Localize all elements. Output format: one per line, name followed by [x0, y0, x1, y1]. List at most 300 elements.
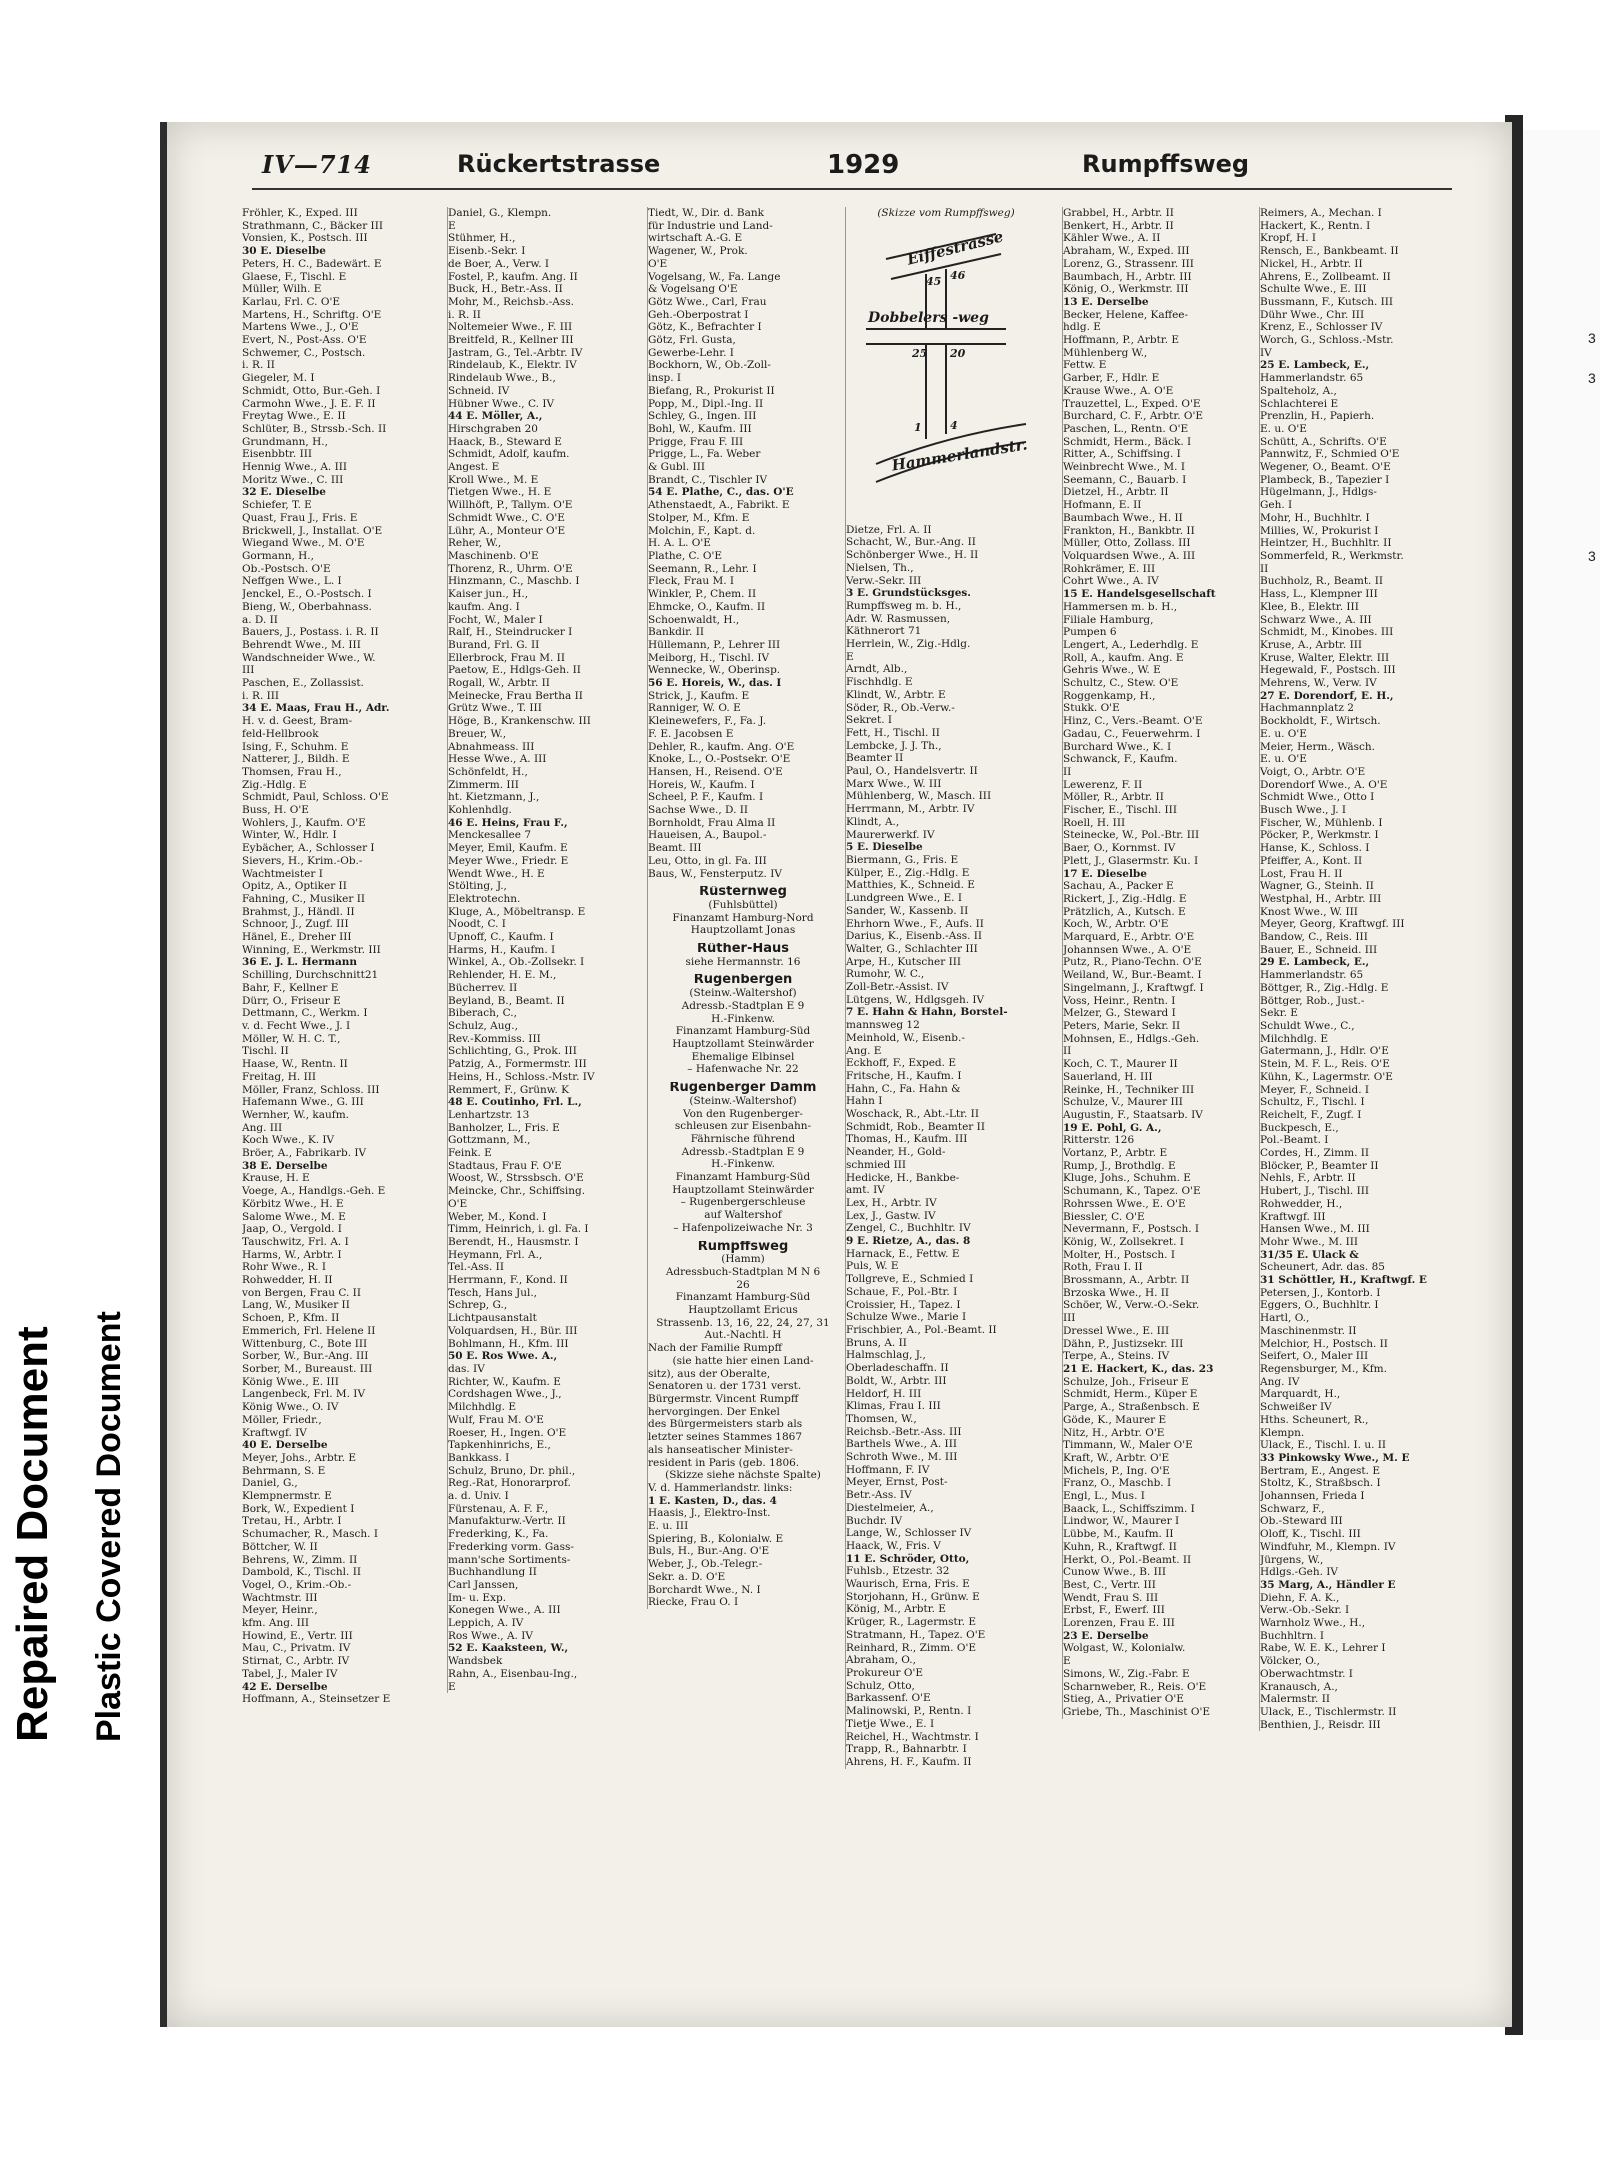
directory-entry: E — [448, 219, 456, 232]
directory-entry: a. d. Univ. I — [448, 1490, 509, 1503]
directory-entry: Buchdr. IV — [846, 1514, 903, 1527]
directory-entry: 50 E. Ros Wwe. A., — [448, 1350, 558, 1363]
page-number: IV—714 — [262, 150, 372, 179]
directory-entry: Tesch, Hans Jul., — [448, 1286, 538, 1299]
header-rule — [252, 188, 1452, 190]
directory-entry: Kraftwgf. III — [1260, 1210, 1326, 1223]
directory-entry: a. D. II — [242, 613, 278, 626]
directory-entry: Haueisen, A., Baupol.- — [648, 829, 767, 842]
directory-entry: H. A. L. O'E — [648, 537, 711, 550]
directory-entry: Wulf, Frau M. O'E — [448, 1413, 544, 1426]
directory-entry: Roggenkamp, H., — [1063, 689, 1156, 702]
page-edge-light — [1523, 130, 1600, 2040]
directory-entry: Nielsen, Th., — [846, 561, 914, 574]
directory-entry: Bröer, A., Fabrikarb. IV — [242, 1147, 367, 1160]
directory-entry: Tollgreve, E., Schmied I — [846, 1273, 974, 1286]
map-label-eiffestrasse: Eiffestrasse — [905, 227, 1006, 269]
directory-entry: Stoltz, K., Straßbsch. I — [1260, 1477, 1381, 1490]
directory-entry: Frankton, H., Bankbtr. II — [1063, 524, 1195, 537]
directory-entry: Hass, L., Klempner III — [1260, 588, 1378, 601]
directory-entry: Meyer, F., Schneid. I — [1260, 1083, 1370, 1096]
directory-entry: Molter, H., Postsch. I — [1063, 1248, 1175, 1261]
directory-entry: & Gubl. III — [648, 461, 706, 474]
directory-entry: Leu, Otto, in gl. Fa. III — [648, 854, 767, 867]
directory-entry: Schoenwaldt, H., — [648, 613, 740, 626]
directory-entry: Popp, M., Dipl.-Ing. II — [648, 397, 764, 410]
directory-entry: E — [448, 1680, 456, 1693]
directory-entry: Buckpesch, E., — [1260, 1121, 1339, 1134]
directory-entry: Rehlender, H. E. M., — [448, 969, 557, 982]
directory-entry: Schmidt, Paul, Schloss. O'E — [242, 791, 389, 804]
directory-entry: Dühr Wwe., Chr. III — [1260, 308, 1365, 321]
directory-entry: Worch, G., Schloss.-Mstr. — [1260, 334, 1394, 347]
directory-entry: Schumann, K., Tapez. O'E — [1063, 1185, 1201, 1198]
directory-entry: Pannwitz, F., Schmied O'E — [1260, 448, 1400, 461]
directory-entry: Cordes, H., Zimm. II — [1260, 1147, 1370, 1160]
directory-entry: Haasis, J., Elektro-Inst. — [648, 1507, 771, 1520]
directory-entry: Abnahmeass. III — [448, 740, 535, 753]
label-plastic-covered-document: Plastic Covered Document — [90, 1311, 128, 1742]
directory-entry: Cunow Wwe., B. III — [1063, 1566, 1167, 1579]
directory-entry: Schultz, F., Tischl. I — [1260, 1096, 1365, 1109]
directory-entry: Michels, P., Ing. O'E — [1063, 1464, 1170, 1477]
directory-entry: Lindwor, W., Maurer I — [1063, 1515, 1180, 1528]
directory-entry: Voigt, O., Arbtr. O'E — [1260, 765, 1366, 778]
section-heading: Rumpffsweg — [697, 1240, 789, 1254]
directory-entry: (Skizze siehe nächste Spalte) — [665, 1469, 821, 1482]
directory-entry: auf Waltershof — [704, 1209, 782, 1222]
directory-entry: Hammersen m. b. H., — [1063, 600, 1178, 613]
directory-entry: (sie hatte hier einen Land- — [672, 1354, 814, 1367]
directory-entry: Hoffmann, F. IV — [846, 1463, 930, 1476]
directory-entry: schmied III — [846, 1158, 907, 1171]
directory-entry: Abraham, W., Exped. III — [1063, 245, 1190, 258]
directory-entry: E. u. III — [648, 1520, 689, 1533]
directory-entry: Adressbuch-Stadtplan M N 6 — [665, 1265, 821, 1278]
directory-entry: Götz, K., Befrachter I — [648, 321, 762, 334]
directory-entry: Brickwell, J., Installat. O'E — [242, 524, 383, 537]
directory-entry: Stukk. O'E — [1063, 702, 1120, 715]
directory-entry: Nickel, H., Arbtr. II — [1260, 257, 1363, 270]
directory-entry: Dambold, K., Tischl. II — [242, 1566, 362, 1579]
directory-entry: Tietje Wwe., E. I — [846, 1717, 935, 1730]
section-heading: Rugenbergen — [693, 974, 793, 988]
directory-entry: Heintzer, H., Buchhltr. II — [1260, 537, 1392, 550]
directory-entry: Göde, K., Maurer E — [1063, 1413, 1167, 1426]
directory-entry: Patzig, A., Formermstr. III — [448, 1058, 587, 1071]
directory-entry: Hinzmann, C., Maschb. I — [448, 575, 580, 588]
directory-entry: 38 E. Derselbe — [242, 1159, 328, 1172]
directory-entry: Kruse, A., Arbtr. III — [1260, 638, 1363, 651]
directory-entry: Winkel, A., Ob.-Zollsekr. I — [448, 956, 585, 969]
map-caption: (Skizze vom Rumpffsweg) — [877, 207, 1015, 219]
directory-entry: Stein, M. F. L., Reis. O'E — [1260, 1058, 1390, 1071]
directory-entry: Winkler, P., Chem. II — [648, 588, 757, 601]
directory-entry: 54 E. Plathe, C., das. O'E — [648, 486, 794, 499]
directory-entry: Grabbel, H., Arbtr. II — [1063, 207, 1174, 219]
directory-entry: Schulz, Aug., — [448, 1020, 518, 1032]
directory-entry: Kranausch, A., — [1260, 1680, 1338, 1693]
directory-entry: Sekret. I — [846, 714, 893, 727]
directory-entry: Schuldt Wwe., C., — [1260, 1020, 1355, 1032]
directory-entry: Dürr, O., Friseur E — [242, 994, 341, 1007]
directory-entry: Benkert, H., Arbtr. II — [1063, 219, 1174, 232]
directory-entry: Milchhdlg. E — [1260, 1032, 1329, 1045]
directory-entry: Bandow, C., Reis. III — [1260, 931, 1368, 944]
directory-entry: Reichsb.-Betr.-Ass. III — [846, 1425, 962, 1438]
directory-entry: Bücherrev. II — [448, 981, 518, 994]
directory-entry: Hdlgs.-Geh. IV — [1260, 1566, 1339, 1579]
directory-entry: Schulze Wwe., Marie I — [846, 1311, 967, 1324]
directory-entry: Wachtmeister I — [242, 867, 323, 880]
directory-entry: Hennig Wwe., A. III — [242, 461, 348, 474]
column-6 — [1259, 207, 1455, 1731]
directory-entry: Ob.-Postsch. O'E — [242, 562, 331, 575]
directory-entry: Puls, W. E — [846, 1260, 899, 1273]
directory-entry: Bruns, A. II — [846, 1336, 907, 1349]
directory-entry: Schwarz, F., — [1260, 1502, 1325, 1515]
directory-entry: Meyer, Heinr., — [242, 1604, 318, 1617]
directory-entry: Arpe, H., Kutscher III — [846, 955, 962, 968]
directory-entry: 31 Schöttler, H., Kraftwgf. E — [1260, 1274, 1427, 1287]
directory-entry: 44 E. Möller, A., — [448, 410, 543, 423]
directory-entry: Ob.-Steward III — [1260, 1515, 1343, 1528]
street-heading-left: Rückertstrasse — [457, 150, 661, 178]
directory-entry: Schwanck, F., Kaufm. — [1063, 753, 1178, 766]
directory-entry: Seifert, O., Maler III — [1260, 1350, 1369, 1363]
directory-entry: Hüllemann, P., Lehrer III — [648, 638, 781, 651]
directory-entry: E. u. O'E — [1260, 753, 1307, 766]
directory-entry: Schmidt, M., Kinobes. III — [1260, 626, 1394, 639]
directory-entry: Cordshagen Wwe., J., — [448, 1388, 562, 1401]
directory-entry: Söder, R., Ob.-Verw.- — [846, 701, 955, 714]
directory-entry: 19 E. Pohl, G. A., — [1063, 1121, 1162, 1134]
directory-entry: Lütgens, W., Hdlgsgeh. IV — [846, 993, 985, 1006]
directory-entry: Harms, W., Arbtr. I — [242, 1248, 342, 1261]
directory-entry: Kluge, Johs., Schuhm. E — [1063, 1172, 1191, 1185]
directory-entry: wirtschaft A.-G. E — [648, 232, 743, 245]
directory-entry: Buck, H., Betr.-Ass. II — [448, 283, 563, 296]
directory-entry: Krüger, R., Lagermstr. E — [846, 1616, 976, 1629]
directory-entry: Carmohn Wwe., J. E. F. II — [242, 397, 376, 410]
directory-entry: – Rugenbergerschleuse — [680, 1196, 806, 1209]
directory-entry: Meyer Wwe., Friedr. E — [448, 854, 569, 867]
directory-entry: 36 E. J. L. Hermann — [242, 956, 358, 969]
directory-entry: Hegewald, F., Postsch. III — [1260, 664, 1396, 677]
directory-entry: Prigge, Frau F. III — [648, 435, 744, 448]
directory-entry: Breuer, W., — [448, 727, 507, 740]
directory-entry: Wegener, O., Beamt. O'E — [1260, 461, 1391, 474]
directory-entry: Cohrt Wwe., A. IV — [1063, 575, 1159, 588]
directory-entry: hdlg. E — [1063, 321, 1101, 334]
directory-entry: Woost, W., Strssbsch. O'E — [448, 1172, 584, 1185]
directory-entry: Schwarz Wwe., A. III — [1260, 613, 1372, 626]
directory-entry: de Boer, A., Verw. I — [448, 257, 550, 270]
column-4 — [845, 207, 1046, 1769]
directory-entry: 13 E. Derselbe — [1063, 295, 1149, 308]
directory-entry: Hackert, K., Rentn. I — [1260, 219, 1371, 232]
directory-entry: Best, C., Vertr. III — [1063, 1578, 1156, 1591]
directory-entry: – Hafenwache Nr. 22 — [687, 1063, 799, 1076]
directory-entry: Weber, M., Kond. I — [448, 1210, 547, 1223]
directory-entry: Prigge, L., Fa. Weber — [648, 448, 761, 461]
directory-entry: Reimers, A., Mechan. I — [1260, 207, 1382, 219]
directory-entry: Singelmann, J., Kraftwgf. I — [1063, 981, 1204, 994]
directory-entry: Hanse, K., Schloss. I — [1260, 842, 1370, 855]
directory-entry: 9 E. Rietze, A., das. 8 — [846, 1235, 971, 1248]
directory-entry: Meinecke, Frau Bertha II — [448, 689, 583, 702]
section-heading: Rüsternweg — [699, 886, 787, 899]
directory-entry: Kropf, H. I — [1260, 232, 1317, 245]
directory-entry: Lenhartzstr. 13 — [448, 1108, 530, 1121]
column-4-entries — [846, 524, 1046, 1769]
directory-entry: Nevermann, F., Postsch. I — [1063, 1223, 1200, 1236]
directory-entry: Rohkrämer, E. III — [1063, 562, 1156, 575]
map-label-hammerlandstr: Hammerlandstr. — [890, 435, 1029, 475]
directory-entry: Lex, H., Arbtr. IV — [846, 1196, 937, 1209]
directory-entry: Wittenburg, C., Bote III — [242, 1337, 368, 1350]
directory-entry: Haack, W., Fris. V — [846, 1539, 941, 1552]
directory-entry: Schmidt, Herm., Bäck. I — [1063, 435, 1192, 448]
directory-entry: Lost, Frau H. II — [1260, 867, 1343, 880]
directory-entry: Scheel, P. F., Kaufm. I — [648, 791, 764, 804]
directory-entry: 42 E. Derselbe — [242, 1680, 328, 1693]
directory-entry: Fuhlsb., Etzestr. 32 — [846, 1565, 950, 1578]
directory-entry: kfm. Ang. III — [242, 1617, 310, 1630]
directory-entry: Maurerwerkf. IV — [846, 828, 935, 841]
directory-entry: Grundmann, H., — [242, 435, 328, 448]
directory-entry: hervorgingen. Der Enkel — [648, 1405, 780, 1418]
directory-entry: Nehls, F., Arbtr. II — [1260, 1172, 1356, 1185]
directory-entry: Rumohr, W. C., — [846, 968, 925, 981]
directory-entry: Blöcker, P., Beamter II — [1260, 1159, 1379, 1172]
directory-entry: Fleck, Frau M. I — [648, 575, 735, 588]
directory-entry: Klempnermstr. E — [242, 1490, 332, 1503]
map-number: 20 — [950, 346, 966, 360]
directory-entry: Fostel, P., kaufm. Ang. II — [448, 270, 578, 283]
directory-entry: Rindelaub, K., Elektr. IV — [448, 359, 577, 372]
directory-entry: III — [1063, 1312, 1076, 1325]
directory-entry: Kohlenhdlg. — [448, 804, 512, 817]
directory-entry: Sauerland, H. III — [1063, 1070, 1153, 1083]
directory-entry: Schoen, P., Kfm. II — [242, 1312, 340, 1325]
directory-entry: Klee, B., Elektr. III — [1260, 600, 1359, 613]
directory-entry: Biessler, C. O'E — [1063, 1210, 1145, 1223]
directory-entry: II — [1260, 562, 1269, 575]
directory-entry: Hauptzollamt Steinwärder — [672, 1038, 814, 1050]
directory-entry: Rohrssen Wwe., E. O'E — [1063, 1197, 1186, 1210]
directory-entry: Heins, H., Schloss.-Mstr. IV — [448, 1070, 595, 1083]
directory-entry: Menckesallee 7 — [448, 829, 531, 842]
directory-entry: Sachse Wwe., D. II — [648, 804, 749, 817]
directory-entry: Gottzmann, M., — [448, 1134, 531, 1147]
directory-entry: Fischhdlg. E — [846, 676, 913, 689]
directory-entry: Thorenz, R., Uhrm. O'E — [448, 562, 573, 575]
directory-entry: Molchin, F., Kapt. d. — [648, 524, 756, 537]
directory-entry: Marx Wwe., W. III — [846, 777, 942, 790]
directory-entry: Prenzlin, H., Papierh. — [1260, 410, 1375, 423]
directory-entry: Abraham, O., — [846, 1654, 916, 1667]
directory-entry: O'E — [648, 257, 668, 270]
directory-entry: Rohr Wwe., R. I — [242, 1261, 327, 1274]
directory-entry: feld-Hellbrook — [242, 727, 319, 740]
directory-entry: Bieng, W., Oberbahnass. — [242, 600, 372, 613]
directory-entry: Fritsche, H., Kaufm. I — [846, 1069, 962, 1082]
directory-entry: Käthnerort 71 — [846, 625, 922, 638]
directory-entry: Ritter, A., Schiffsing. I — [1063, 448, 1181, 461]
directory-entry: (Hamm) — [721, 1253, 765, 1266]
map-number: 1 — [914, 420, 922, 434]
directory-entry: Schilling, Durchschnitt21 — [242, 969, 379, 982]
directory-entry: Buchholz, R., Beamt. II — [1260, 575, 1384, 588]
directory-entry: Fahning, C., Musiker II — [242, 892, 366, 905]
directory-entry: 15 E. Handelsgesellschaft — [1063, 588, 1216, 601]
directory-entry: Hths. Scheunert, R., — [1260, 1413, 1369, 1426]
directory-entry: Schultz, C., Stew. O'E — [1063, 677, 1179, 690]
directory-entry: Krause Wwe., A. O'E — [1063, 384, 1174, 397]
directory-entry: Hafemann Wwe., G. III — [242, 1096, 364, 1109]
column-1 — [242, 207, 432, 1706]
directory-entry: Bürgermstr. Vincent Rumpff — [648, 1392, 799, 1405]
directory-entry: 5 E. Dieselbe — [846, 841, 923, 854]
directory-entry: Timm, Heinrich, i. gl. Fa. I — [448, 1223, 589, 1236]
directory-entry: Reinke, H., Techniker III — [1063, 1083, 1195, 1096]
directory-entry: Meyer, Johs., Arbtr. E — [242, 1451, 357, 1464]
directory-entry: H. v. d. Geest, Bram- — [242, 715, 353, 728]
directory-entry: Filiale Hamburg, — [1063, 613, 1154, 626]
directory-entry: König, M., Arbtr. E — [846, 1603, 946, 1616]
directory-entry: Trauzettel, L., Exped. O'E — [1063, 397, 1201, 410]
directory-entry: Schlachterei E — [1260, 397, 1339, 410]
directory-entry: Hachmannplatz 2 — [1260, 702, 1354, 715]
directory-entry: Upnoff, C., Kaufm. I — [448, 931, 554, 944]
directory-entry: Tabel, J., Maler IV — [242, 1667, 338, 1680]
directory-entry: Burchard Wwe., K. I — [1063, 740, 1172, 753]
directory-entry: Schmidt, Otto, Bur.-Geh. I — [242, 384, 381, 397]
directory-entry: 7 E. Hahn & Hahn, Borstel- — [846, 1006, 1008, 1019]
directory-entry: Karlau, Frl. C. O'E — [242, 295, 341, 308]
directory-entry: Ehemalige Elbinsel — [691, 1050, 795, 1063]
directory-entry: F. E. Jacobsen E — [648, 727, 734, 740]
directory-entry: Koch Wwe., K. IV — [242, 1134, 335, 1147]
directory-entry: Riecke, Frau O. I — [648, 1596, 739, 1609]
directory-entry: Ehrhorn Wwe., F., Aufs. II — [846, 917, 984, 930]
directory-entry: Fröhler, K., Exped. III — [242, 207, 358, 219]
directory-entry: Vogel, O., Krim.-Ob.- — [242, 1578, 352, 1591]
directory-entry: Reichelt, F., Zugf. I — [1260, 1108, 1362, 1121]
directory-entry: Behrendt Wwe., M. III — [242, 638, 361, 651]
directory-entry: von Bergen, Frau C. II — [242, 1286, 361, 1299]
directory-entry: Eggers, O., Buchhltr. I — [1260, 1299, 1379, 1312]
directory-entry: Meiborg, H., Tischl. IV — [648, 651, 770, 664]
directory-entry: Verw.-Sekr. III — [846, 574, 922, 587]
directory-entry: Wiegand Wwe., M. O'E — [242, 537, 365, 550]
directory-entry: Buchhltrn. I — [1260, 1629, 1325, 1642]
directory-entry: Wernher, W., kaufm. — [242, 1108, 349, 1121]
directory-entry: Baack, L., Schiffszimm. I — [1063, 1502, 1195, 1515]
directory-entry: Baer, O., Kornmst. IV — [1063, 842, 1176, 855]
directory-entry: Meinhold, W., Eisenb.- — [846, 1031, 965, 1044]
directory-entry: Becker, Helene, Kaffee- — [1063, 308, 1189, 321]
directory-entry: Opitz, A., Optiker II — [242, 880, 347, 893]
directory-entry: Krenz, E., Schlosser IV — [1260, 321, 1383, 334]
directory-entry: Fischer, E., Tischl. III — [1063, 804, 1177, 817]
directory-entry: Brossmann, A., Arbtr. II — [1063, 1274, 1190, 1287]
directory-entry: Mohr Wwe., M. III — [1260, 1235, 1359, 1248]
directory-entry: Biefang, R., Prokurist II — [648, 384, 775, 397]
directory-entry: Schlüter, B., Strssb.-Sch. II — [242, 422, 387, 435]
directory-entry: Fürstenau, A. F. F., — [448, 1502, 549, 1515]
directory-entry: Behrens, W., Zimm. II — [242, 1553, 358, 1566]
directory-entry: 30 E. Dieselbe — [242, 245, 326, 258]
directory-entry: Rabe, W. E. K., Lehrer I — [1260, 1642, 1386, 1655]
directory-entry: 11 E. Schröder, Otto, — [846, 1552, 970, 1565]
directory-entry: Wendt Wwe., H. E — [448, 867, 545, 880]
directory-entry: Adr. W. Rasmussen, — [846, 612, 951, 625]
directory-entry: Reher, W., — [448, 537, 502, 550]
directory-entry: Geh.-Oberpostrat I — [648, 308, 749, 321]
directory-entry: Betr.-Ass. IV — [846, 1489, 912, 1502]
directory-entry: Plathe, C. O'E — [648, 549, 723, 562]
directory-entry: Hansen, H., Reisend. O'E — [648, 765, 783, 778]
directory-entry: Tel.-Ass. II — [448, 1261, 504, 1274]
year-heading: 1929 — [827, 150, 900, 180]
directory-entry: Hübner Wwe., C. IV — [448, 397, 555, 410]
directory-entry: Kühn, K., Lagermstr. O'E — [1260, 1070, 1393, 1083]
directory-entry: Waurisch, Erna, Fris. E — [846, 1578, 970, 1591]
directory-entry: Mohnsen, E., Hdlgs.-Geh. — [1063, 1032, 1200, 1045]
directory-entry: Geh. I — [1260, 499, 1293, 512]
directory-entry: Eisenb.-Sekr. I — [448, 245, 526, 258]
directory-entry: Kleinewefers, F., Fa. J. — [648, 715, 767, 728]
directory-entry: Hedicke, H., Bankbe- — [846, 1171, 960, 1184]
directory-entry: Kuhn, R., Kraftwgf. II — [1063, 1540, 1177, 1553]
directory-entry: Zimmerm. III — [448, 778, 519, 791]
directory-entry: Weinbrecht Wwe., M. I — [1063, 461, 1186, 474]
directory-entry: Schmidt, Herm., Küper E — [1063, 1388, 1198, 1401]
directory-entry: Strathmann, C., Bäcker III — [242, 219, 383, 232]
directory-entry: Nitz, H., Arbtr. O'E — [1063, 1426, 1165, 1439]
directory-entry: Wagener, W., Prok. — [648, 245, 748, 258]
directory-entry: Schweißer IV — [1260, 1401, 1332, 1414]
directory-entry: Schulze, V., Maurer III — [1063, 1096, 1183, 1109]
directory-entry: Ulack, E., Tischlermstr. II — [1260, 1705, 1397, 1718]
directory-entry: Fährnische führend — [690, 1132, 796, 1145]
directory-entry: V. d. Hammerlandstr. links: — [648, 1481, 793, 1494]
directory-entry: Stühmer, H., — [448, 232, 516, 245]
directory-entry: Finanzamt Hamburg-Süd — [675, 1171, 811, 1184]
directory-entry: Wagner, G., Steinh. II — [1260, 880, 1374, 893]
directory-entry: Aut.-Nachtl. H — [704, 1329, 782, 1342]
directory-entry: Prokureur O'E — [846, 1666, 924, 1679]
directory-entry: Oloff, K., Tischl. III — [1260, 1528, 1361, 1541]
directory-entry: Tiedt, W., Dir. d. Bank — [648, 207, 764, 219]
directory-entry: Baus, W., Fensterputz. IV — [648, 867, 782, 880]
directory-entry: Dettmann, C., Werkm. I — [242, 1007, 368, 1020]
directory-entry: Natterer, J., Bildh. E — [242, 753, 350, 766]
directory-entry: Jürgens, W., — [1260, 1553, 1324, 1566]
directory-entry: Bahr, F., Kellner E — [242, 981, 339, 994]
directory-entry: Herkt, O., Pol.-Beamt. II — [1063, 1553, 1192, 1566]
directory-entry: Tauschwitz, Frl. A. I — [242, 1235, 349, 1248]
directory-entry: Engl, L., Mus. I — [1063, 1490, 1145, 1503]
directory-entry: Kähler Wwe., A. II — [1063, 232, 1161, 245]
directory-entry: Brzoska Wwe., H. II — [1063, 1286, 1170, 1299]
directory-entry: Külper, E., Zig.-Hdlg. E — [846, 866, 970, 879]
directory-entry: E — [1063, 1655, 1071, 1668]
directory-entry: Thomas, H., Kaufm. III — [846, 1133, 968, 1146]
directory-entry: Ralf, H., Steindrucker I — [448, 626, 573, 639]
